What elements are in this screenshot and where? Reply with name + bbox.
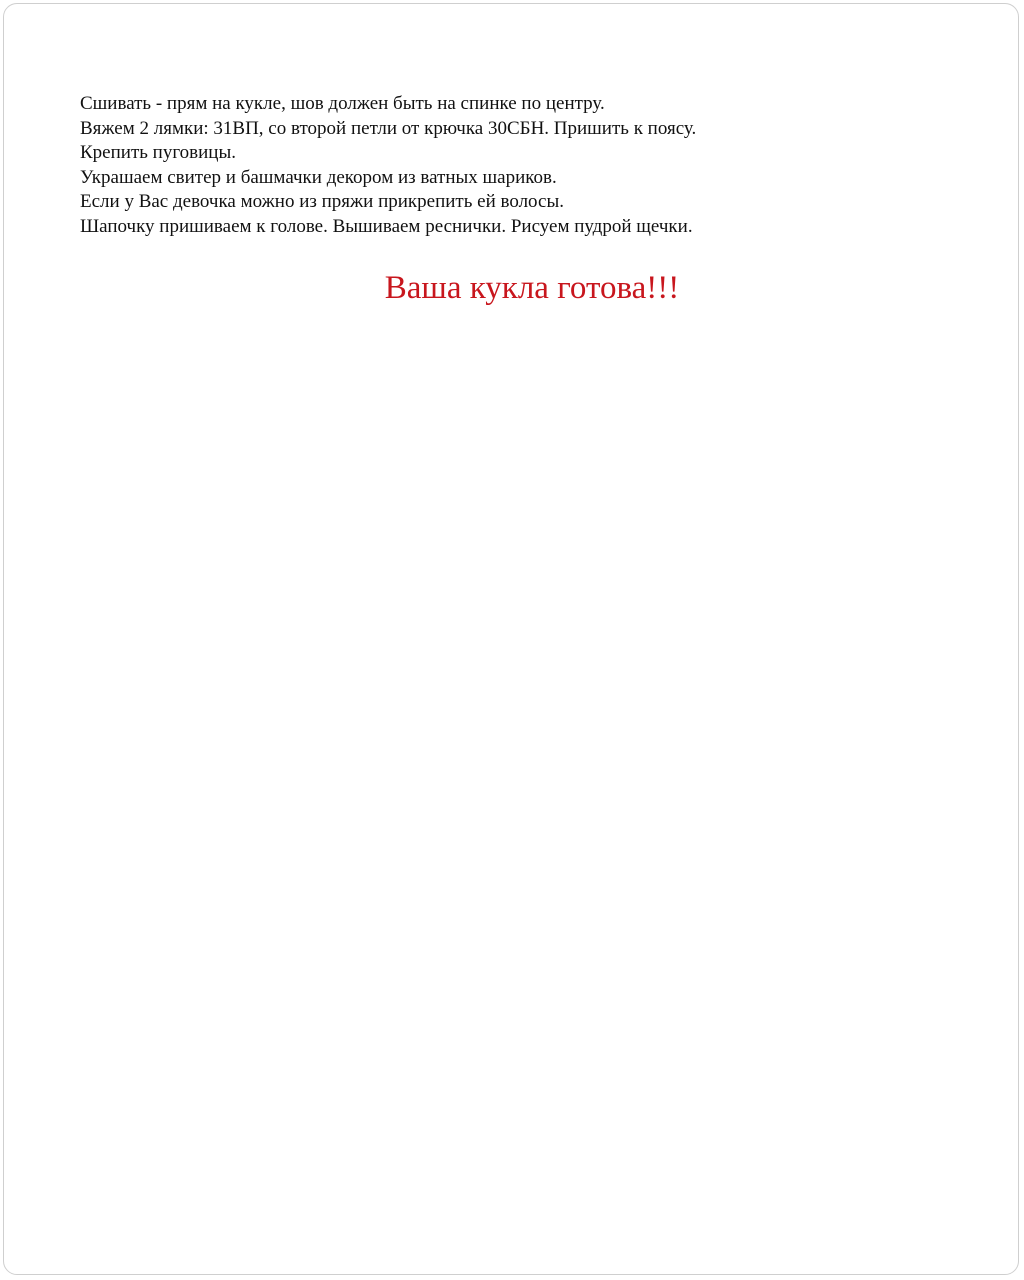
instruction-line: Шапочку пришиваем к голове. Вышиваем реснички. Рисуем пудрой щечки. [80, 215, 693, 237]
instructions-text [80, 92, 980, 239]
instruction-line: Украшаем свитер и башмачки декором из ватных шариков. [80, 166, 557, 188]
instruction-line: Если у Вас девочка можно из пряжи прикрепить ей волосы. [80, 191, 564, 212]
document-page [3, 3, 1019, 1275]
final-message: Ваша кукла готова!!! [384, 270, 680, 306]
instruction-line: Сшивать - прям на кукле, шов должен быть на спинке по центру. [80, 93, 605, 114]
instruction-line: Крепить пуговицы. [80, 142, 236, 163]
instruction-line: Вяжем 2 лямки: 31ВП, со второй петли от крючка 30СБН. Пришить к поясу. [80, 117, 697, 139]
